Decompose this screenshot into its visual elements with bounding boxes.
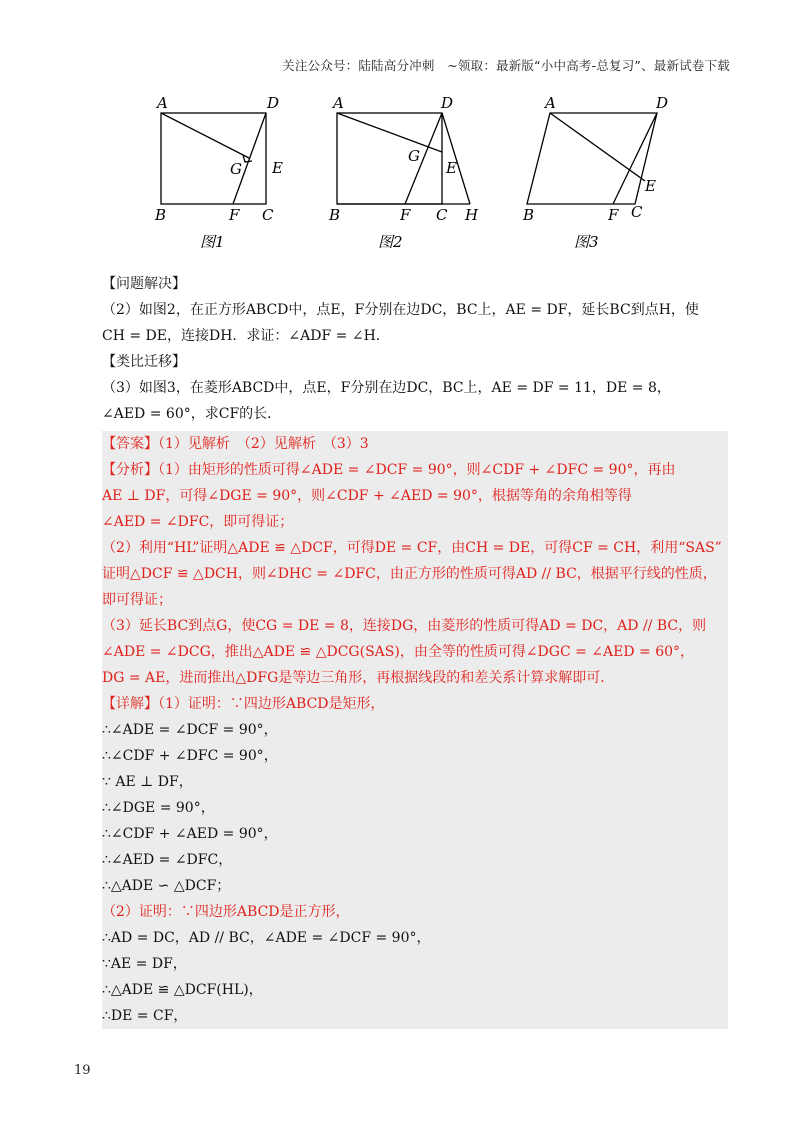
fig1-label-C: C	[262, 206, 274, 224]
geometry-figures	[145, 92, 705, 252]
fig2-caption: 图2	[378, 233, 403, 251]
question-2-line-2: CH = DE，连接DH．求证：∠ADF = ∠H．	[102, 328, 390, 344]
fig2-label-F: F	[400, 206, 411, 224]
fig3-label-E: E	[645, 177, 656, 195]
problem-content	[102, 271, 728, 1029]
proof-step: ∴△ADE ≌ △DCF(HL)，	[102, 982, 263, 998]
fig3-label-D: D	[656, 94, 669, 112]
fig1-label-F: F	[229, 206, 240, 224]
proof-step: ∴∠CDF + ∠AED = 90°，	[102, 826, 278, 842]
analysis-line: ∠AED = ∠DFC，即可得证；	[102, 514, 294, 530]
fig1-label-B: B	[155, 206, 167, 224]
fig2-label-B: B	[329, 206, 341, 224]
analysis-line: （2）利用“HL”证明△ADE ≌ △DCF，可得DE = CF，由CH = DE，可得CF = CH，利用“SAS”	[102, 540, 722, 556]
detail-heading: 【详解】（1）证明：∵四边形ABCD是矩形，	[102, 696, 385, 712]
detail-2-heading: （2）证明：∵四边形ABCD是正方形，	[102, 904, 350, 920]
fig1-label-G: G	[230, 160, 242, 178]
fig2-label-D: D	[441, 94, 454, 112]
proof-step: ∵ AE ⊥ DF，	[102, 774, 193, 790]
proof-step: ∴AD = DC，AD // BC，∠ADE = ∠DCF = 90°，	[102, 930, 431, 946]
fig1-label-E: E	[272, 159, 283, 177]
proof-step: ∴∠DGE = 90°，	[102, 800, 215, 816]
analysis-line: （3）延长BC到点G，使CG = DE = 8，连接DG，由菱形的性质可得AD = DC，AD // BC，则	[102, 618, 707, 634]
question-3-line-1: （3）如图3，在菱形ABCD中，点E，F分别在边DC，BC上，AE = DF = 11，DE = 8，	[102, 380, 671, 396]
fig1-label-A: A	[157, 94, 168, 112]
fig3-label-C: C	[631, 203, 643, 221]
fig2-label-C: C	[436, 206, 448, 224]
analysis-line: 即可得证；	[102, 592, 172, 608]
fig3-label-F: F	[608, 206, 619, 224]
fig1-label-D: D	[267, 94, 280, 112]
fig3-label-A: A	[545, 94, 556, 112]
answer-line: 【答案】（1）见解析 （2）见解析 （3）3	[102, 436, 369, 452]
figure-3-lines	[527, 113, 657, 204]
fig2-label-H: H	[465, 206, 479, 224]
fig3-caption: 图3	[574, 233, 599, 251]
proof-step: ∴∠CDF + ∠DFC = 90°，	[102, 748, 278, 764]
page-number: 19	[74, 1063, 91, 1078]
analysis-line: 【分析】（1）由矩形的性质可得∠ADE = ∠DCF = 90°，则∠CDF + ∠DFC = 90°，再由	[102, 462, 676, 478]
analysis-line: ∠ADE = ∠DCG，推出△ADE ≌ △DCG(SAS)，由全等的性质可得∠DGC = ∠AED = 60°，	[102, 644, 695, 660]
fig2-label-G: G	[408, 147, 420, 165]
question-2-line-1: （2）如图2，在正方形ABCD中，点E，F分别在边DC，BC上，AE = DF，延长BC到点H，使	[102, 302, 699, 318]
proof-step: ∴∠AED = ∠DFC，	[102, 852, 233, 868]
fig2-label-A: A	[333, 94, 344, 112]
fig3-label-B: B	[523, 206, 535, 224]
fig2-label-E: E	[446, 159, 457, 177]
proof-step: ∵AE = DF，	[102, 956, 187, 972]
proof-step: ∴∠ADE = ∠DCF = 90°，	[102, 722, 278, 738]
analysis-line: DG = AE，进而推出△DFG是等边三角形，再根据线段的和差关系计算求解即可．	[102, 670, 615, 686]
problem-solving-heading: 【问题解决】	[102, 276, 186, 292]
question-3-line-2: ∠AED = 60°，求CF的长．	[102, 406, 282, 422]
fig1-caption: 图1	[200, 233, 225, 251]
analogy-transfer-heading: 【类比迁移】	[102, 354, 186, 370]
proof-step: ∴△ADE ∽ △DCF；	[102, 878, 231, 894]
proof-step: ∴DE = CF，	[102, 1008, 188, 1024]
figure-1-lines	[161, 113, 266, 204]
analysis-line: AE ⊥ DF，可得∠DGE = 90°，则∠CDF + ∠AED = 90°，根据等角的余角相等得	[102, 488, 632, 504]
figures-row	[145, 92, 705, 252]
page-header: 关注公众号：陆陆高分冲刺 ~领取：最新版“小中高考-总复习”、最新试卷下载	[282, 58, 730, 73]
analysis-line: 证明△DCF ≌ △DCH，则∠DHC = ∠DFC，由正方形的性质可得AD // BC，根据平行线的性质，	[102, 566, 717, 582]
answer-block	[102, 431, 728, 1029]
